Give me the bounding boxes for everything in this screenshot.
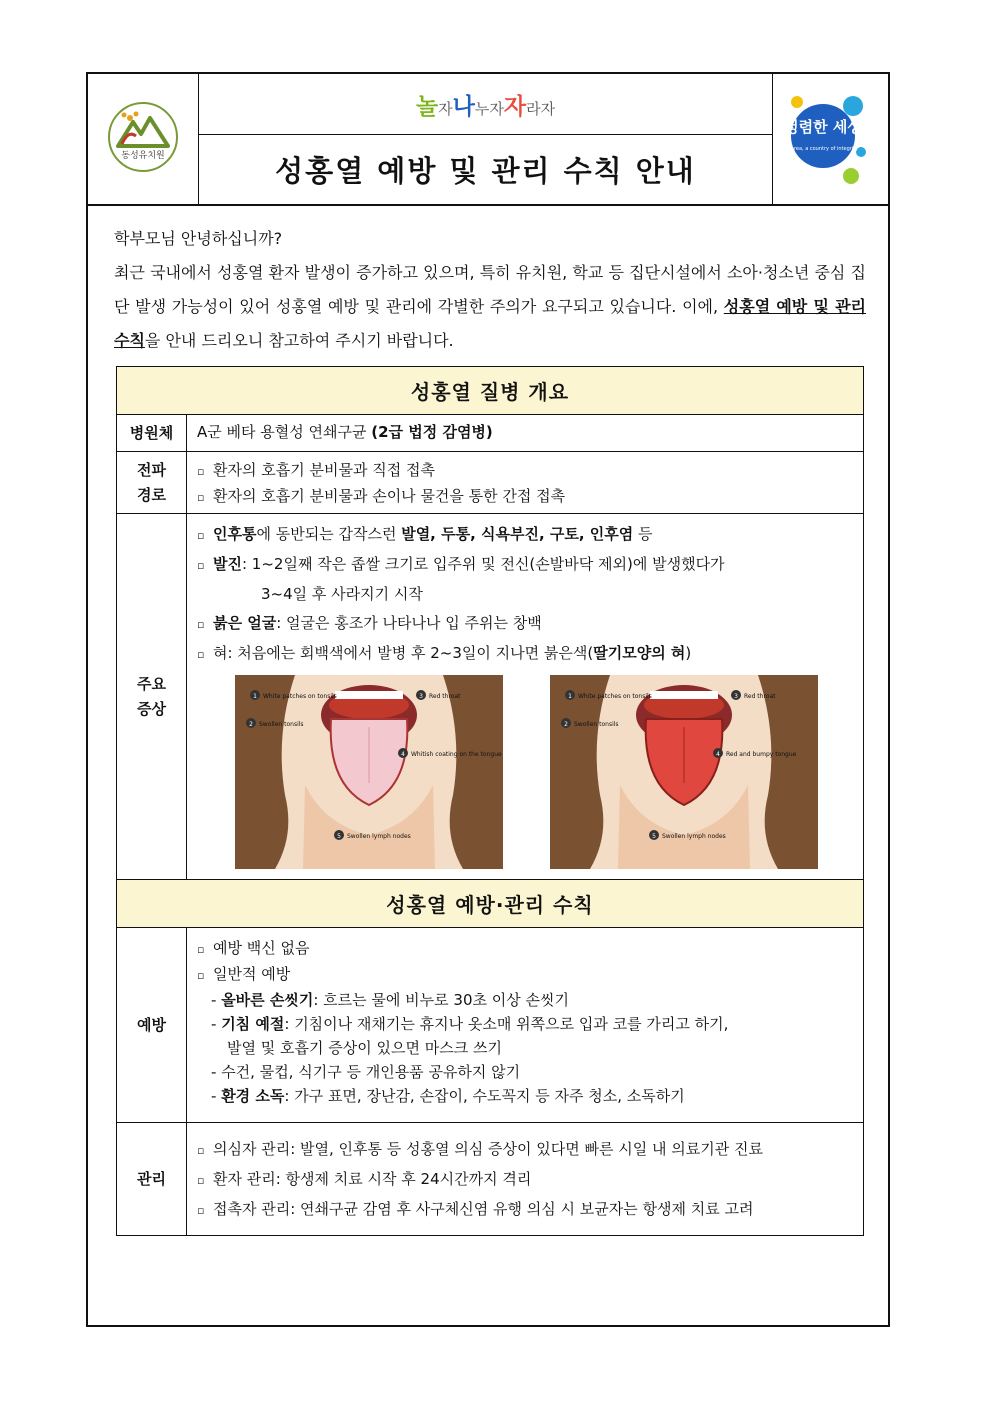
symptom-1-text-1: 에 동반되는 갑작스런 bbox=[256, 525, 402, 543]
square-bullet-icon: ▫ bbox=[197, 559, 205, 572]
disinfect-bold: 환경 소독 bbox=[221, 1087, 285, 1105]
handwash-text: : 흐르는 물에 비누로 30초 이상 손씻기 bbox=[313, 991, 569, 1009]
slogan bbox=[416, 88, 555, 121]
disinfect-text: : 가구 표면, 장난감, 손잡이, 수도꼭지 등 자주 청소, 소독하기 bbox=[284, 1087, 685, 1105]
white-tongue-illustration bbox=[235, 675, 503, 869]
symptom-4-text: 혀: 처음에는 회백색에서 발병 후 2~3일이 지나면 붉은색( bbox=[213, 644, 594, 662]
intro-text bbox=[114, 222, 866, 358]
square-bullet-icon: ▫ bbox=[197, 1204, 205, 1217]
symptom-4-text-end: ) bbox=[685, 644, 692, 662]
pathogen-label: 병원체 bbox=[117, 415, 187, 451]
document-page bbox=[86, 72, 890, 1327]
prevention-text-2: 일반적 예방 bbox=[213, 965, 291, 983]
guidelines-heading: 성홍열 예방·관리 수칙 bbox=[117, 880, 863, 928]
symptom-label bbox=[117, 514, 187, 879]
route-label-2: 경로 bbox=[137, 485, 166, 504]
symptom-3-text: : 얼굴은 홍조가 나타나나 입 주위는 창백 bbox=[276, 614, 542, 632]
school-name: 동성유치원 bbox=[121, 151, 165, 161]
intro-body-1: 최근 국내에서 성홍열 환자 발생이 증가하고 있으며, 특히 유치원, 학교 등 집단시설에서 소아·청소년 중심 집단 발생 가능성이 있어 성홍열 예방 및 관리에 각별한 주의가 요구되고 있습니다. 이에, bbox=[114, 263, 866, 316]
label-whitish-coating: Whitish coating on the tongue bbox=[410, 751, 502, 758]
integrity-logo-subtext: Korea, a country of integrity bbox=[787, 146, 859, 152]
svg-text:4: 4 bbox=[400, 751, 405, 758]
symptom-3-bold: 붉은 얼굴 bbox=[213, 614, 277, 632]
info-table bbox=[116, 366, 864, 1236]
square-bullet-icon: ▫ bbox=[197, 491, 205, 504]
svg-text:3: 3 bbox=[418, 693, 423, 700]
label-red-throat: Red throat bbox=[428, 693, 460, 700]
intro-body-2: 을 안내 드리오니 참고하여 주시기 바랍니다. bbox=[144, 331, 454, 350]
svg-text:1: 1 bbox=[567, 693, 572, 700]
label-white-patches: White patches on tonsils bbox=[577, 693, 652, 700]
prevention-subitem: - 수건, 물컵, 식기구 등 개인용품 공유하지 않기 bbox=[211, 1063, 521, 1081]
management-label: 관리 bbox=[117, 1123, 187, 1235]
route-item bbox=[197, 458, 855, 484]
integrity-logo-text: 청렴한 세상 bbox=[784, 118, 862, 136]
symptom-1-bold-2: 발열, 두통, 식욕부진, 구토, 인후염 bbox=[401, 525, 634, 543]
management-text-2: 환자 관리: 항생제 치료 시작 후 24시간까지 격리 bbox=[213, 1170, 532, 1188]
prevention-item bbox=[197, 962, 855, 988]
integrity-logo-icon bbox=[773, 74, 889, 204]
prevention-text-1: 예방 백신 없음 bbox=[213, 939, 310, 957]
svg-text:5: 5 bbox=[651, 833, 656, 840]
symptom-item bbox=[197, 520, 855, 550]
pathogen-bold: (2급 법정 감염병) bbox=[371, 423, 493, 441]
slogan-part-3: 나 bbox=[452, 93, 475, 120]
cough-continued: 발열 및 호흡기 증상이 있으면 마스크 쓰기 bbox=[227, 1039, 502, 1057]
route-row bbox=[117, 452, 863, 514]
symptom-label-1: 주요 bbox=[137, 674, 166, 693]
slogan-part-5: 자 bbox=[503, 93, 527, 120]
label-red-bumpy-tongue: Red and bumpy tongue bbox=[725, 751, 796, 758]
svg-text:2: 2 bbox=[563, 721, 568, 728]
route-text-1: 환자의 호흡기 분비물과 직접 접촉 bbox=[213, 461, 435, 479]
school-logo-cell bbox=[88, 74, 199, 204]
label-red-throat: Red throat bbox=[743, 693, 775, 700]
svg-text:3: 3 bbox=[733, 693, 738, 700]
route-label bbox=[117, 452, 187, 513]
square-bullet-icon: ▫ bbox=[197, 943, 205, 956]
symptom-item bbox=[197, 550, 855, 580]
title-cell bbox=[199, 135, 772, 204]
integrity-logo-cell bbox=[772, 74, 889, 204]
symptom-row bbox=[117, 514, 863, 880]
symptom-2-bold: 발진 bbox=[213, 555, 242, 573]
symptom-4-bold: 딸기모양의 혀 bbox=[593, 644, 686, 662]
route-item bbox=[197, 484, 855, 510]
square-bullet-icon: ▫ bbox=[197, 969, 205, 982]
square-bullet-icon: ▫ bbox=[197, 648, 205, 661]
management-content bbox=[187, 1123, 863, 1235]
intro-paragraph bbox=[114, 256, 866, 358]
cough-bold: 기침 예절 bbox=[221, 1015, 285, 1033]
label-lymph-nodes: Swollen lymph nodes bbox=[661, 833, 726, 840]
overview-heading: 성홍열 질병 개요 bbox=[117, 367, 863, 415]
pathogen-content bbox=[187, 415, 863, 451]
symptom-1-bold-1: 인후통 bbox=[213, 525, 257, 543]
management-text-3: 접촉자 관리: 연쇄구균 감염 후 사구체신염 유행 의심 시 보균자는 항생제 치료 고려 bbox=[213, 1200, 754, 1218]
document-header bbox=[88, 74, 888, 206]
prevention-content bbox=[187, 928, 863, 1122]
symptom-label-2: 증상 bbox=[137, 699, 166, 718]
square-bullet-icon: ▫ bbox=[197, 529, 205, 542]
school-logo-icon bbox=[88, 74, 198, 204]
management-text-1: 의심자 관리: 발열, 인후통 등 성홍열 의심 증상이 있다면 빠른 시일 내 의료기관 진료 bbox=[213, 1140, 763, 1158]
symptom-item bbox=[197, 609, 855, 639]
symptom-2-text: : 1~2일째 작은 좁쌀 크기로 입주위 및 전신(손발바닥 제외)에 발생했다가 bbox=[241, 555, 725, 573]
prevention-subitem: - 올바른 손씻기: 흐르는 물에 비누로 30초 이상 손씻기 bbox=[211, 991, 569, 1009]
personal-items-text: 수건, 물컵, 식기구 등 개인용품 공유하지 않기 bbox=[221, 1063, 521, 1081]
management-item bbox=[197, 1195, 855, 1225]
svg-text:4: 4 bbox=[715, 751, 720, 758]
prevention-item bbox=[197, 936, 855, 962]
cough-text: : 기침이나 재채기는 휴지나 옷소매 위쪽으로 입과 코를 가리고 하기, bbox=[284, 1015, 729, 1033]
prevention-subitem: - 환경 소독: 가구 표면, 장난감, 손잡이, 수도꼭지 등 자주 청소, 소독하기 bbox=[211, 1087, 685, 1105]
square-bullet-icon: ▫ bbox=[197, 465, 205, 478]
handwash-bold: 올바른 손씻기 bbox=[221, 991, 314, 1009]
label-swollen-tonsils: Swollen tonsils bbox=[258, 721, 304, 728]
square-bullet-icon: ▫ bbox=[197, 618, 205, 631]
slogan-part-4: 누자 bbox=[474, 99, 504, 118]
prevention-row bbox=[117, 928, 863, 1123]
page-title: 성홍열 예방 및 관리 수칙 안내 bbox=[275, 154, 696, 188]
slogan-part-2: 자 bbox=[438, 99, 453, 118]
svg-text:5: 5 bbox=[336, 833, 341, 840]
symptom-1-text-2: 등 bbox=[633, 525, 653, 543]
slogan-part-6: 라자 bbox=[526, 99, 556, 118]
tongue-illustrations bbox=[197, 675, 855, 869]
square-bullet-icon: ▫ bbox=[197, 1144, 205, 1157]
route-text-2: 환자의 호흡기 분비물과 손이나 물건을 통한 간접 접촉 bbox=[213, 487, 566, 505]
greeting: 학부모님 안녕하십니까? bbox=[114, 229, 283, 248]
management-row bbox=[117, 1123, 863, 1235]
slogan-part-1: 놀 bbox=[415, 93, 439, 120]
square-bullet-icon: ▫ bbox=[197, 1174, 205, 1187]
label-lymph-nodes: Swollen lymph nodes bbox=[346, 833, 411, 840]
slogan-cell bbox=[199, 74, 772, 135]
label-swollen-tonsils: Swollen tonsils bbox=[573, 721, 619, 728]
symptom-item bbox=[197, 639, 855, 669]
symptom-content bbox=[187, 514, 863, 879]
pathogen-text: A군 베타 용혈성 연쇄구균 bbox=[197, 423, 372, 441]
prevention-subitem: - 기침 예절: 기침이나 재채기는 휴지나 옷소매 위쪽으로 입과 코를 가리고 하기, bbox=[211, 1015, 729, 1033]
route-content bbox=[187, 452, 863, 513]
pathogen-row bbox=[117, 415, 863, 452]
intro-emphasis: 성홍열 예방 및 관리 수칙 bbox=[114, 297, 867, 350]
red-tongue-illustration bbox=[550, 675, 818, 869]
svg-text:1: 1 bbox=[252, 693, 257, 700]
prevention-label: 예방 bbox=[117, 928, 187, 1122]
svg-text:2: 2 bbox=[248, 721, 253, 728]
route-label-1: 전파 bbox=[137, 460, 166, 479]
management-item bbox=[197, 1135, 855, 1165]
symptom-2-continued: 3~4일 후 사라지기 시작 bbox=[261, 585, 423, 603]
label-white-patches: White patches on tonsils bbox=[262, 693, 337, 700]
management-item bbox=[197, 1165, 855, 1195]
